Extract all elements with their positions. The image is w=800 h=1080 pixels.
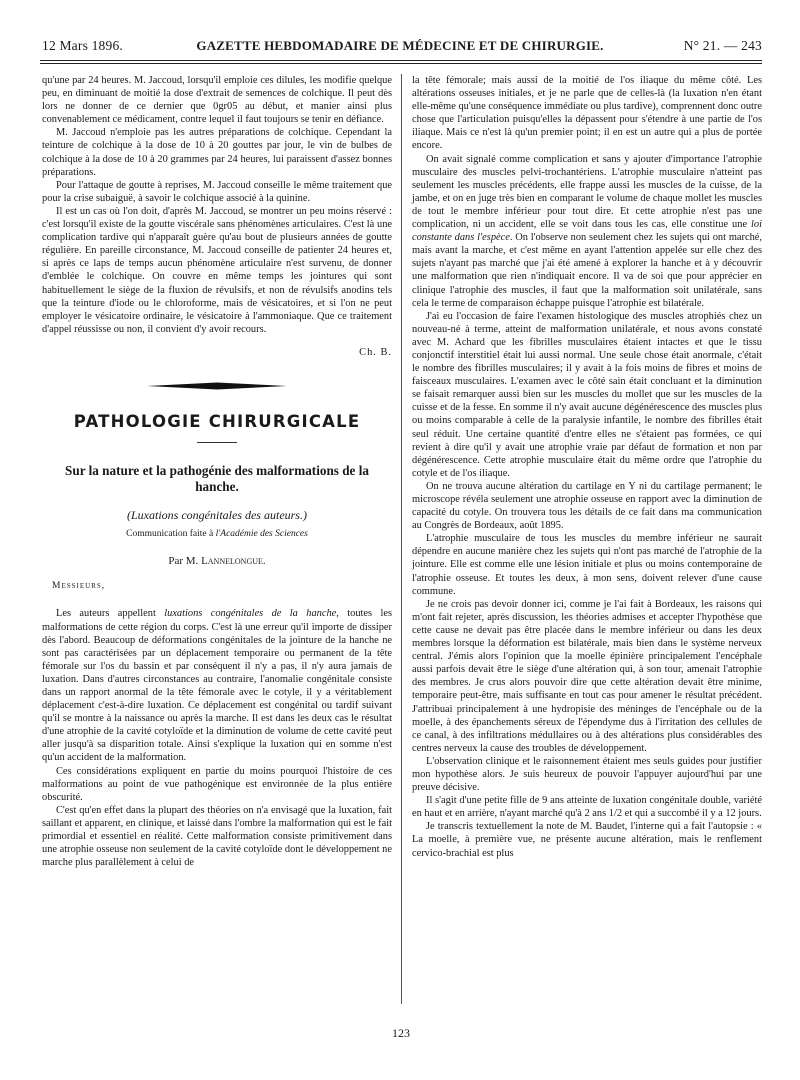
running-header: [40, 36, 762, 58]
italic-run: luxations congénitales de la hanche: [164, 608, 337, 620]
paragraph: Il s'agit d'une petite fille de 9 ans atteinte de luxation congénitale double, variété en haut et en arrière, n'ayant marché qu'à 2 ans 1/2 et qui a succombé il y a 12 jours.: [412, 795, 762, 820]
paragraph: On ne trouva aucune altération du cartilage en Y ni du cartilage permanent; le microscope révéla seulement une atrophie osseuse en rapport avec la diminution de capacité du cotyle. On trouvera tous les détails de ce fait dans ma communication au Congrès de Bordeaux, août 1895.: [412, 480, 762, 532]
header-date: 12 Mars 1896.: [42, 38, 123, 53]
header-issue-page: N° 21. — 243: [683, 38, 762, 53]
short-rule: [197, 442, 237, 443]
header-rule-top: [40, 60, 762, 61]
article-title: Sur la nature et la pathogénie des malformations de la hanche.: [65, 463, 369, 495]
paragraph: C'est qu'en effet dans la plupart des théories on n'a envisagé que la luxation, fait saillant et apparent, en clinique, et laissé dans l'ombre la malformation qui est le fait primordial et essentiel en réalité. Cette malformation consiste primitivement dans une atrophie osseuse non seulement de la cavité cotyloïde dont le développement ne marche plus parallèlement à celui de: [42, 804, 392, 869]
paragraph: [412, 153, 762, 310]
text-run: On avait signalé comme complication et sans y ajouter d'importance l'atrophie musculaire des muscles pelvi-trochantériens. L'atrophie musculaire n'atteint pas seulement les muscles précédents, elle frappe aussi les muscles de la cuisse, de la jambe, et on en juge très bien en comparant le volume de chaque mollet les muscles de tout le membre inférieur pour tout dire. Et cette atrophie n'est pas une complication, ni un accident, elle se voit dans tous les cas, elle constitue une: [412, 153, 762, 231]
page-number: 123: [392, 1026, 410, 1040]
article-subtitle: (Luxations congénitales des auteurs.): [127, 508, 307, 523]
italic-run: loi constante dans l'espèce: [412, 219, 762, 244]
communication-note: [42, 528, 392, 541]
paragraph: Pour l'attaque de goutte à reprises, M. Jaccoud conseille le même traitement que pour la crise subaiguë, à savoir le colchique associé à la quinine.: [42, 179, 392, 204]
author-signature: Ch. B.: [359, 346, 392, 358]
paragraph: L'observation clinique et le raisonnement étaient mes seuls guides pour justifier mon hypothèse alors. Je suis heureux de pouvoir l'appuyer aujourd'hui par une preuve décisive.: [412, 755, 762, 794]
paragraph: M. Jaccoud n'emploie pas les autres préparations de colchique. Cependant la teinture de colchique à la dose de 10 à 20 gouttes par jour, le vin de bulbes de colchique à la dose de 10 à 20 grammes par 24 heures, lui paraissent d'assez bonnes préparations.: [42, 127, 392, 178]
journal-page: [40, 36, 762, 1056]
author-prefix: Par M.: [168, 555, 202, 568]
author-name: Lannelongue.: [201, 555, 266, 568]
column-divider: [401, 74, 402, 1004]
text-run: , toutes les malformations de cette région du corps. C'est là une erreur qu'il importe de dissiper dès l'abord. Beaucoup de déformations congénitales de la jointure de la hanche ne sont pas caractérisées par un déplacement temporaire ou permanent de la tête fémorale sur l'os du bassin et par conséquent il n'y a pas, il n'y aura jamais de luxation. Dans d'autres circonstances au contraire, l'anomalie congénitale consiste dans un rapport anormal de la tête fémorale avec le cotyle, il y a véritablement déplacement c'est-à-dire luxation. Ce déplacement est congénital ou tardif suivant qu'il se montre à la naissance ou après la marche. Il est dans les deux cas le résultat d'une atrophie de la cavité cotyloïde et la diminution de volume de cette cavité peut aller jusqu'à sa disparition totale. Ainsi s'explique la luxation qui en somme n'est qu'un accident de la malformation.: [42, 608, 392, 764]
paragraph: Je ne crois pas devoir donner ici, comme je l'ai fait à Bordeaux, les raisons qui m'ont fait rejeter, après discussion, les théories admises et accepter l'hypothèse que cette cause ne devait pas être placée dans le membre inférieur ou dans les deux membres lorsque la déformation est bilatérale, mais bien dans le système nerveux central. J'émis alors l'opinion que la moelle épinière principalement l'encéphale aussi parfois devait être le siège d'une altération qui, à son tour, amenait l'atrophie des membres. Je crus alors pouvoir dire que cette altération devait être minime, temporaire peut-être, mais suffisante en tout cas pour amener le résultat précédent. J'attribuai principalement à une hydropisie des méninges de l'encéphale ou de la moelle, à des épanchements séreux de l'épendyme dus à l'irritation des cellules de ce canal, à des infiltrations médullaires ou à des altérations plus considérables des centres nerveux la cause des troubles de développement.: [412, 598, 762, 754]
left-column: [42, 74, 392, 869]
paragraph: Ces considérations expliquent en partie du moins pourquoi l'histoire de ces malformations au point de vue pathogénique est environnée de la plus entière obscurité.: [42, 765, 392, 803]
paragraph: J'ai eu l'occasion de faire l'examen histologique des muscles atrophiés chez un nouveau-né à terme, atteint de malformation unilatérale, et nous avons constaté avec M. Achard que les fibrilles musculaires étaient intactes et que le tissu conjonctif interstitiel était lui aussi normal. Une seule chose était anormale, c'était le nombre des fibrilles musculaires; il y avait à la fois moins de fibres et moins de faisceaux musculaires. L'examen avec le côté sain était concluant et la diminution se faisait remarquer aussi bien sur les muscles du mollet que sur les muscles de la cuisse et de la fesse. En somme il n'y avait aucune dégénérescence des muscles plus ou moins comparable à celle de la paralysie infantile, le nombre des fibrilles était seul réduit. Une certaine quantité d'entre elles ne s'étaient pas formées, ce qui revient à dire qu'il y avait une atrophie vraie par défaut de formation et non par dégénérescence. Cette atrophie musculaire était du même ordre que l'atrophie du cotyle et de l'os iliaque.: [412, 310, 762, 479]
right-column: [412, 74, 762, 860]
paragraph: qu'une par 24 heures. M. Jaccoud, lorsqu'il emploie ces dilules, les modifie quelque peu, en diminuant de moitié la dose d'extrait de semences de colchique. Il peut dès lors ne donner de ce dernier que 0gr05 au début, et manier ainsi plus convenablement ce médicament, contre lequel il faut toujours se tenir en défiance.: [42, 75, 392, 126]
text-run: Les auteurs appellent: [56, 608, 165, 620]
paragraph: Je transcris textuellement la note de M. Baudet, l'interne qui a fait l'autopsie : « La moelle, à première vue, ne présente aucune altération, mais le renflement cervico-brachial est plus: [412, 821, 762, 859]
ornament-rule-icon: [147, 381, 287, 391]
salutation: Messieurs,: [52, 581, 106, 592]
paragraph: L'atrophie musculaire de tous les muscles du membre inférieur ne saurait dépendre en aucune manière chez les sujets qui n'ont pas marché de l'atrophie de la jointure. Elle est comme elle une lésion initiale et plus ou moins contemporaine de l'atrophie osseuse. Et toutes les deux, à mon sens, doivent relever d'une cause commune.: [412, 533, 762, 597]
text-run: . On l'observe non seulement chez les sujets qui ont marché, mais avant la marche, et c'est même en ayant l'attention appelée sur elle chez des sujets n'ayant pas marché que j'ai été amené à explorer la hanche et à y découvrir une malformation que rien n'indiquait encore. Il va de soi que pour apprécier en clinique l'atrophie des muscles, il faut que la malformation soit unilatérale, sans cela le terme de comparaison échappe puisque l'atrophie est bilatérale.: [412, 232, 762, 309]
article-author: [42, 555, 392, 568]
header-journal-title: GAZETTE HEBDOMADAIRE DE MÉDECINE ET DE CHIRURGIE.: [196, 38, 604, 53]
communication-venue: l'Académie des Sciences: [215, 529, 308, 540]
paragraph: la tête fémorale; mais aussi de la moitié de l'os iliaque du même côté. Les altérations osseuses initiales, et je ne parle que de celles-là (la luxation n'en étant elle-même qu'une conséquence immédiate ou plus tardive), comprennent donc outre chose que l'articulation puisqu'elles la dépassent pour s'étendre à une partie de l'os iliaque. Mais ce n'est là qu'un premier point; il en est un autre qui a plus de portée encore.: [412, 75, 762, 152]
two-column-body: [40, 74, 762, 1004]
section-title: PATHOLOGIE CHIRURGICALE: [73, 411, 361, 431]
paragraph: Il est un cas où l'on doit, d'après M. Jaccoud, se montrer un peu moins réservé : c'est lorsqu'il existe de la goutte viscérale sans phénomènes articulaires. C'est là une complication tardive qui n'apparaît guère qu'au bout de plusieurs années de goutte régulière. En pareille circonstance, M. Jaccoud conseille de patienter 24 heures et, si après ce laps de temps aucun phénomène articulaire n'est survenu, de donner d'emblée le colchique. On couvre en même temps les jointures qui sont habituellement le siège de la fluxion de révulsifs, et non de révulsifs anodins tels que la teinture d'iode ou le chloroforme, mais de vésicatoires, et si l'on ne peut employer le vésicatoire ordinaire, le vésicatoire à l'ammoniaque. Que ce traitement d'appel réussisse ou non, il convient d'y avoir recours.: [42, 205, 392, 335]
communication-prefix: Communication faite à: [126, 529, 216, 540]
header-rule-bottom: [40, 63, 762, 64]
paragraph: [42, 607, 392, 764]
